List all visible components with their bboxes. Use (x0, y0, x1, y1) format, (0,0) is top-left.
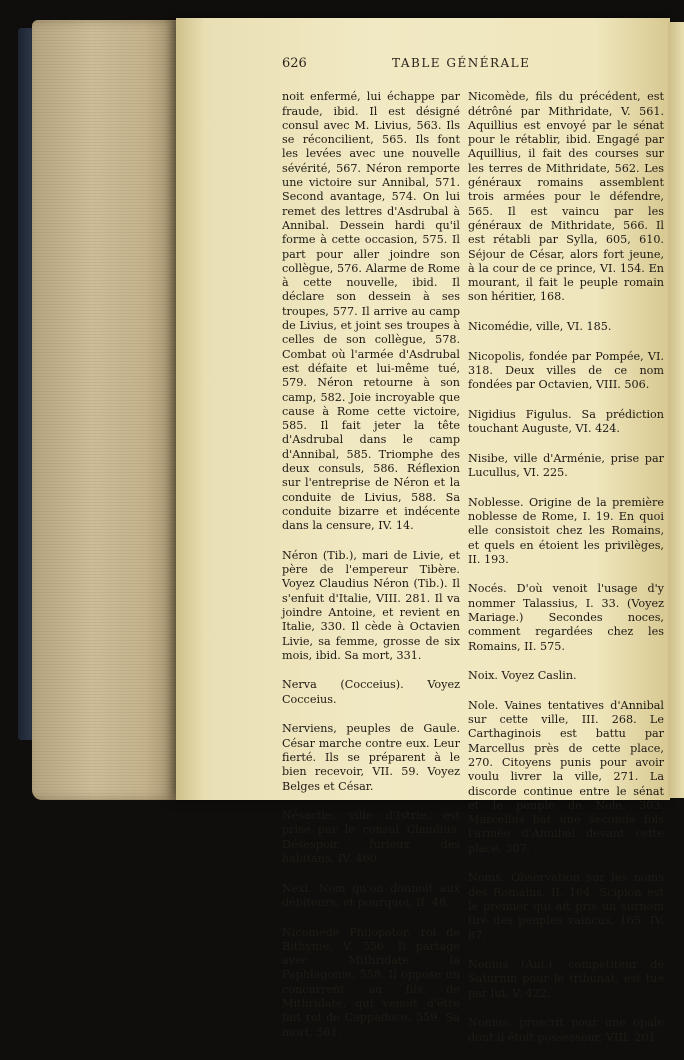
index-entry: Nonius (Aul.), compétiteur de Saturnin pour le tribunat, est tué par lui, V. 422. (468, 958, 664, 1000)
page-header (282, 56, 662, 74)
index-entry: Nicomédie, ville, VI. 185. (468, 320, 612, 334)
index-entry: Nole. Vaines tentatives d'Annibal sur cette ville, III. 268. Le Carthaginois est battu par Marcellus près de cette place, 270. Citoyens punis pour avoir voulu livrer la ville, 271. La discorde continue entre le sénat et le peuple de Nole, 303. Marcellus bat une seconde fois l'armée d'Annibal devant cette place, 307. (468, 698, 664, 855)
index-entry: Nonius, proscrit pour une opale dont il étoit possesseur, VIII. 201. (468, 1016, 664, 1044)
index-entry: Nerviens, peuples de Gaule. César marche contre eux. Leur fierté. Ils se préparent à le bien recevoir, VII. 59. Voyez Belges et César. (282, 722, 460, 793)
facing-page-edge (668, 22, 684, 798)
index-entry: Noblesse. Origine de la première noblesse de Rome, I. 19. En quoi elle consistoit chez les Romains, et quels en étoient les privilèges, II. 193. (468, 495, 664, 566)
index-entry: Nexi. Nom qu'on donnoit aux débiteurs, et pourquoi, II. 48. (282, 881, 460, 909)
index-entry: noit enfermé, lui échappe par fraude, ibid. Il est désigné consul avec M. Livius, 563. Ils se réconcilient, 565. Ils font les levées avec une nouvelle sévérité, 567. Néron remporte une victoire sur Annibal, 571. Second avantage, 574. On lui remet des lettres d'Asdrubal à Annibal. Dessein hardi qu'il forme à cette occasion, 575. Il part pour aller joindre son collègue, 576. Alarme de Rome à cette nouvelle, ibid. Il déclare son dessein à ses troupes, 577. Il arrive au camp de Livius, et joint ses troupes à celles de son collègue, 578. Combat où l'armée d'Asdrubal est défaite et lui-même tué, 579. Néron retourne à son camp, 582. Joie incroyable que cause à Rome cette victoire, 585. Il fait jeter la tête d'Asdrubal dans le camp d'Annibal, 585. Triomphe des deux consuls, 586. Réflexion sur l'entreprise de Néron et la conduite de Livius, 588. Sa conduite bizarre et indécente dans la censure, IV. 14. (282, 90, 460, 533)
index-entry: Nerva (Cocceius). Voyez Cocceius. (282, 678, 460, 706)
index-entry: Nicomède, fils du précédent, est détrôné par Mithridate, V. 561. Aquillius est envoyé par le sénat pour le rétablir, ibid. Engagé par Aquillius, il fait des courses sur les terres de Mithridate, 562. Les généraux romains assemblent trois armées pour le défendre, 565. Il est vaincu par les généraux de Mithridate, 566. Il est rétabli par Sylla, 605, 610. Séjour de César, alors fort jeune, à la cour de ce prince, VI. 154. En mourant, il fait le peuple romain son héritier, 168. (468, 90, 664, 304)
index-entry: Néron (Tib.), mari de Livie, et père de l'empereur Tibère. Voyez Claudius Néron (Tib.). Il s'enfuit d'Italie, VIII. 281. Il va joindre Antoine, et revient en Italie, 330. Il cède à Octavien Livie, sa femme, grosse de six mois, ibid. Sa mort, 331. (282, 548, 460, 662)
left-column (282, 76, 460, 1039)
index-entry: Noix. Voyez Caslin. (468, 669, 577, 683)
index-entry: Nicomède Philopator, roi de Bithynie, V. 556. Il partage avec Mithridate la Paphlagonie, 558. Il oppose un concurrent au fils de Mithridate, qui venoit d'être fait roi de Cappadoce, 559. Sa mort, 561. (282, 925, 460, 1039)
index-entry: Nésactie, ville d'Istrie, est prise par le consul Claudius. Désespoir furieux des habitans, IV. 460. (282, 809, 460, 866)
index-entry: Nicopolis, fondée par Pompée, VI. 318. Deux villes de ce nom fondées par Octavien, VIII. 506. (468, 349, 664, 392)
running-head: TABLE GÉNÉRALE (392, 56, 531, 70)
page-block-edge (32, 20, 184, 800)
index-entry: Nocés. D'où venoit l'usage d'y nommer Talassius, I. 33. (Voyez Mariage.) Secondes noces, comment regardées chez les Romains, II. 575. (468, 582, 664, 653)
index-entry: Nigidius Figulus. Sa prédiction touchant Auguste, VI. 424. (468, 407, 664, 436)
right-column (468, 76, 664, 1044)
index-entry: Nisibe, ville d'Arménie, prise par Lucullus, VI. 225. (468, 451, 664, 480)
page-number: 626 (282, 56, 307, 71)
index-entry: Noms. Observation sur les noms des Romains, II. 164. Scipion est le premier qui ait pris un surnom tiré des peuples vaincus, 165. IV. 87. (468, 871, 664, 942)
